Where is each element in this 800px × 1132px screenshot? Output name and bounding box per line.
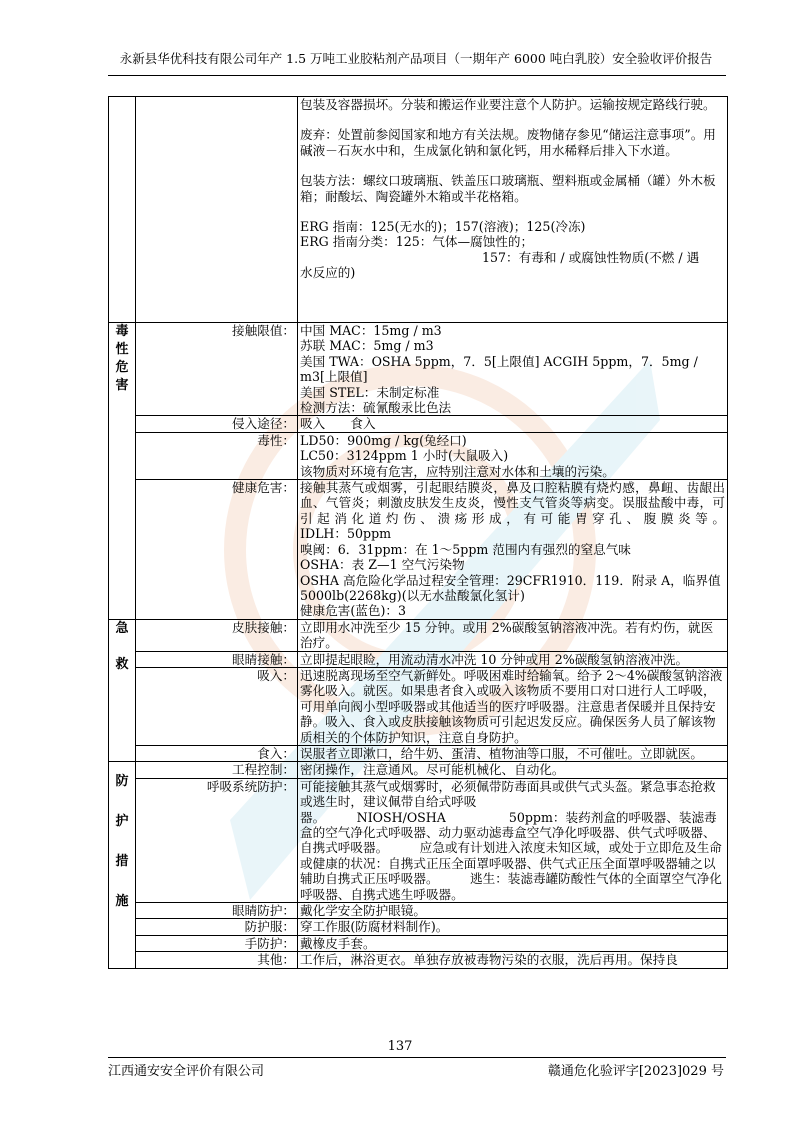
detection-method: 检测方法：硫氰酸汞比色法 (300, 400, 452, 416)
osha-psm: OSHA 高危险化学品过程安全管理：29CFR1910．119．附录 A，临界值 5000lb(2268kg)(以无水盐酸氯化氢计) (300, 572, 746, 603)
first-aid-category (109, 619, 136, 762)
protection-category (109, 762, 136, 968)
protection-category-line1: 防 (115, 774, 129, 790)
engineering-control-row (109, 762, 728, 778)
disposal-note: 废弃：处置前参阅国家和地方有关法规。废物储存参见“储运注意事项”。用碱液－石灰水中和，生成氯化钠和氯化钙，用水稀释后排入下水道。 (300, 127, 716, 158)
respiratory-value (298, 778, 728, 902)
storage-disposal-text (298, 97, 728, 323)
eye-protection-value: 戴化学安全防护眼镜。 (298, 903, 728, 919)
spacer (300, 204, 725, 219)
respiratory-row (109, 778, 728, 902)
other-row (109, 952, 728, 968)
inhalation-label: 吸入： (136, 667, 298, 745)
environment-note: 该物质对环境有危害，应特别注意对水体和土壤的污染。 (300, 463, 615, 479)
us-stel: 美国 STEL：未制定标准 (300, 384, 440, 400)
exposure-limit-row (109, 323, 728, 416)
health-hazard-row (109, 480, 728, 620)
exposure-limit-value (298, 323, 728, 416)
page-header: 永新县华优科技有限公司年产 1.5 万吨工业胶粘剂产品项目（一期年产 6000 吨白乳胶）安全验收评价报告 (119, 51, 713, 66)
toxicity-category (109, 323, 136, 620)
storage-label-cell (136, 97, 298, 323)
engineering-control-value: 密闭操作，注意通风。尽可能机械化、自动化。 (298, 762, 728, 778)
health-hazard-label: 健康危害： (136, 480, 298, 620)
spacer (300, 158, 725, 173)
msds-table (108, 96, 746, 969)
ld50: LD50：900mg / kg(兔经口) (300, 432, 467, 448)
ingestion-label: 食入： (136, 745, 298, 761)
protection-category-line2: 护 (115, 814, 129, 830)
toxicity-category-line1: 毒性 (115, 324, 129, 357)
health-rating: 健康危害(蓝色)：3 (300, 603, 406, 619)
health-hazard-value (298, 480, 746, 620)
respiratory-line2: 器。 NIOSH/OSHA 50ppm：装药剂盒的呼吸器、装滤毒盒的空气净化式呼吸器、动力驱动滤毒盒空气净化呼吸器、供气式呼吸器、自携式呼吸器。 应急或有计划进入浓度未知区域，或处于立即危及生命或健康的状况：自携式正压全面罩呼吸器、供气式正压全面罩呼吸器辅之以辅助自携式正压呼吸器。 逃生：装滤毒罐防酸性气体的全面罩空气净化呼吸器、自携式逃生呼吸器。 (300, 809, 722, 902)
eye-contact-value: 立即提起眼睑，用流动清水冲洗 10 分钟或用 2%碳酸氢钠溶液冲洗。 (298, 651, 728, 667)
us-twa: 美国 TWA：OSHA 5ppm，7．5[上限值] ACGIH 5ppm，7．5mg / m3[上限值] (300, 353, 698, 385)
header-rule (108, 75, 726, 76)
toxicity-value (298, 432, 728, 479)
first-aid-category-line1: 急 (115, 620, 129, 636)
toxicity-label: 毒性： (136, 432, 298, 479)
ingestion-value: 误服者立即漱口，给牛奶、蛋清、植物油等口服，不可催吐。立即就医。 (298, 745, 728, 761)
respiratory-label: 呼吸系统防护： (136, 778, 298, 902)
erg-category: ERG 指南分类：125：气体—腐蚀性的； (300, 234, 534, 250)
spacer (300, 112, 725, 127)
hand-protection-label: 手防护： (136, 935, 298, 951)
eye-contact-row (109, 651, 728, 667)
page-number: 137 (387, 1039, 413, 1054)
osha-table: OSHA：表 Z—1 空气污染物 (300, 557, 465, 573)
toxicity-category-line2: 危害 (115, 360, 129, 393)
footer-report-number: 赣通危化验评字[2023]029 号 (547, 1064, 724, 1079)
skin-contact-row (109, 619, 728, 651)
hand-protection-row (109, 935, 728, 951)
route-row (109, 416, 728, 432)
erg-category-157: 157：有毒和 / 或腐蚀性物质(不燃 / 遇 (482, 249, 700, 265)
storage-disposal-row (109, 97, 728, 323)
lc50: LC50：3124ppm 1 小时(大鼠吸入) (300, 448, 509, 464)
footer-company: 江西通安安全评价有限公司 (108, 1064, 265, 1079)
route-label: 侵入途径： (136, 416, 298, 432)
first-aid-category-line2: 救 (115, 656, 129, 672)
protection-category-line3: 措 (115, 854, 129, 870)
footer-rule (108, 1057, 726, 1058)
skin-contact-value: 立即用水冲洗至少 15 分钟。或用 2%碳酸氢钠溶液冲洗。若有灼伤，就医治疗。 (298, 619, 728, 651)
erg-category-tail: 水反应的) (300, 265, 356, 281)
route-value: 吸入 食入 (298, 416, 728, 432)
other-label: 其他： (136, 952, 298, 968)
engineering-control-label: 工程控制： (136, 762, 298, 778)
exposure-limit-label: 接触限值： (136, 323, 298, 416)
ussr-mac: 苏联 MAC：5mg / m3 (300, 338, 434, 354)
respiratory-line1: 可能接触其蒸气或烟雾时，必须佩带防毒面具或供气式头盔。紧急事态抢救或逃生时，建议佩带自给式呼吸 (300, 778, 716, 810)
ingestion-row (109, 745, 728, 761)
hand-protection-value: 戴橡皮手套。 (298, 935, 728, 951)
odor-threshold: 嗅阈：6．31ppm：在 1～5ppm 范围内有强烈的窒息气味 (300, 541, 631, 557)
transport-note: 包装及容器损坏。分装和搬运作业要注意个人防护。运输按规定路线行驶。 (300, 97, 716, 112)
other-value: 工作后，淋浴更衣。单独存放被毒物污染的衣服，洗后再用。保持良 (298, 952, 728, 968)
protection-category-line4: 施 (115, 894, 129, 910)
storage-category-cell (109, 97, 136, 323)
toxicity-row (109, 432, 728, 479)
packaging-note: 包装方法：螺纹口玻璃瓶、铁盖压口玻璃瓶、塑料瓶或金属桶（罐）外木板箱；耐酸坛、陶瓷罐外木箱或半花格箱。 (300, 173, 716, 204)
eye-protection-label: 眼睛防护： (136, 903, 298, 919)
idlh: IDLH：50ppm (300, 526, 392, 542)
health-hazard-description: 接触其蒸气或烟雾，引起眼结膜炎，鼻及口腔粘膜有烧灼感，鼻衄、齿龈出血、气管炎；刺激皮肤发生皮炎，慢性支气管炎等病变。误服盐酸中毒，可引起消化道灼伤、溃疡形成，有可能胃穿孔、腹膜炎等。 (300, 480, 725, 526)
protective-clothing-row (109, 919, 728, 935)
protective-clothing-value: 穿工作服(防腐材料制作)。 (298, 919, 728, 935)
inhalation-value: 迅速脱离现场至空气新鲜处。呼吸困难时给输氧。给予 2～4%碳酸氢钠溶液雾化吸入。就医。如果患者食入或吸入该物质不要用口对口进行人工呼吸，可用单向阀小型呼吸器或其他适当的医疗呼吸器。注意患者保暖并且保持安静。吸入、食入或皮肤接触该物质可引起迟发反应。确保医务人员了解该物质相关的个体防护知识，注意自身防护。 (298, 667, 728, 745)
protective-clothing-label: 防护服： (136, 919, 298, 935)
eye-protection-row (109, 903, 728, 919)
eye-contact-label: 眼睛接触： (136, 651, 298, 667)
china-mac: 中国 MAC：15mg / m3 (300, 323, 442, 338)
inhalation-row (109, 667, 728, 745)
erg-guide: ERG 指南：125(无水的)；157(溶液)；125(冷冻) (300, 219, 586, 235)
skin-contact-label: 皮肤接触： (136, 619, 298, 651)
